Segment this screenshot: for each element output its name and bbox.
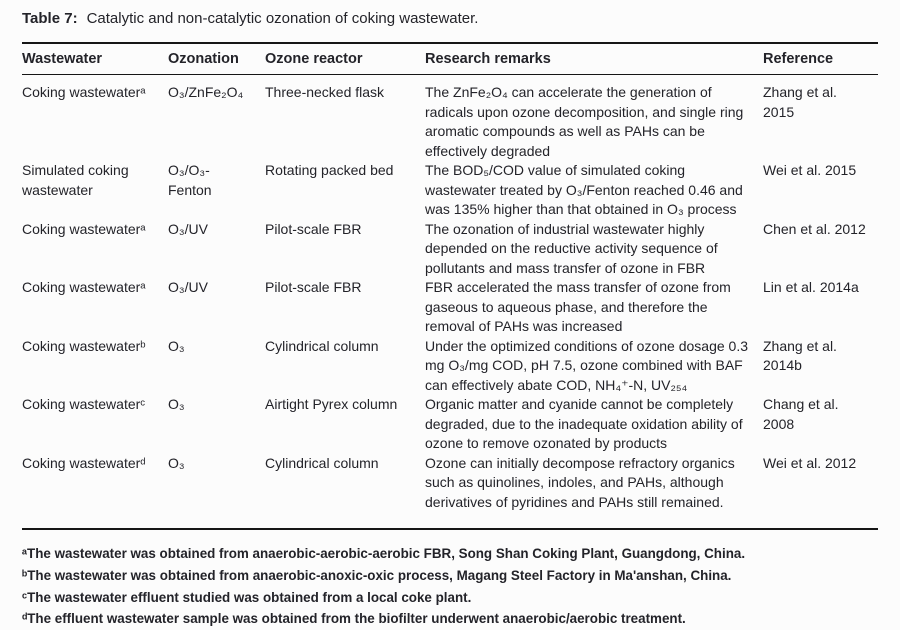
cell-ozone-reactor: Pilot-scale FBR [265,220,362,237]
cell-research-remarks: The ZnFe₂O₄ can accelerate the generation of radicals upon ozone decomposition, and single ring aromatic compounds as well as PAHs can be effectively degraded [425,84,744,159]
cell-wastewater: Coking wastewaterᶜ [22,396,146,412]
cell-ozone-reactor: Pilot-scale FBR [265,279,362,295]
table-caption-text: Catalytic and non-catalytic ozonation of coking wastewater. [86,10,479,27]
table-row [22,278,878,337]
footnote-c: ᶜThe wastewater effluent studied was obtained from a local coke plant. [22,589,472,605]
cell-reference: Wei et al. 2015 [763,162,857,178]
footnote-d: ᵈThe effluent wastewater sample was obtained from the biofilter underwent anaerobic/aerobic treatment. [22,611,686,627]
cell-reference: Chang et al. 2008 [763,396,839,432]
footnote-a: ᵃThe wastewater was obtained from anaerobic-aerobic-aerobic FBR, Song Shan Coking Plant, Guangdong, China. [22,546,746,561]
table-row [22,454,878,530]
header-row [22,43,878,75]
table-row [22,395,878,454]
cell-ozone-reactor: Cylindrical column [265,454,379,471]
table-caption-label: Table 7: [22,10,78,27]
footnotes [22,543,878,630]
cell-wastewater: Coking wastewaterᵇ [22,337,146,354]
column-header-ozonation: Ozonation [168,43,265,75]
table-row [22,161,878,220]
data-table [22,42,878,530]
cell-ozone-reactor: Rotating packed bed [265,162,394,178]
cell-research-remarks: FBR accelerated the mass transfer of ozone from gaseous to aqueous phase, and therefore the removal of PAHs was increased [425,279,731,334]
cell-ozonation: O₃/O₃-Fenton [168,162,212,198]
cell-research-remarks: Under the optimized conditions of ozone dosage 0.3 mg O₃/mg COD, pH 7.5, ozone combined with BAF can effectively abate COD, NH₄⁺-N, UV₂₅₄ [425,337,748,393]
cell-wastewater: Simulated coking wastewater [22,162,129,198]
cell-ozone-reactor: Cylindrical column [265,337,379,354]
cell-wastewater: Coking wastewaterᵃ [22,279,146,295]
cell-wastewater: Coking wastewaterᵈ [22,454,146,471]
cell-ozonation: O₃/UV [168,220,208,237]
cell-ozonation: O₃ [168,396,185,412]
cell-research-remarks: Organic matter and cyanide cannot be completely degraded, due to the inadequate oxidation ability of ozone to remove ozonated by products [425,396,743,451]
table-row [22,75,878,162]
cell-reference: Zhang et al. 2014b [763,337,837,373]
cell-wastewater: Coking wastewaterᵃ [22,84,146,100]
cell-reference: Zhang et al. 2015 [763,84,837,120]
cell-ozonation: O₃/ZnFe₂O₄ [168,84,244,100]
column-header-research-remarks: Research remarks [425,43,763,75]
cell-reference: Chen et al. 2012 [763,220,866,237]
column-header-reference: Reference [763,43,878,75]
cell-wastewater: Coking wastewaterᵃ [22,220,146,237]
table-row [22,337,878,396]
column-header-wastewater: Wastewater [22,43,168,75]
cell-reference: Wei et al. 2012 [763,454,857,471]
cell-reference: Lin et al. 2014a [763,279,859,295]
table-caption [22,9,878,29]
cell-ozonation: O₃ [168,337,185,354]
cell-research-remarks: The ozonation of industrial wastewater highly depended on the reductive activity sequence of pollutants and mass transfer of ozone in FBR [425,220,718,276]
cell-ozonation: O₃ [168,454,185,471]
table-row [22,220,878,279]
column-header-ozone-reactor: Ozone reactor [265,43,425,75]
cell-ozone-reactor: Airtight Pyrex column [265,396,398,412]
footnote-b: ᵇThe wastewater was obtained from anaerobic-anoxic-oxic process, Magang Steel Factory in Ma'anshan, China. [22,567,732,583]
cell-ozone-reactor: Three-necked flask [265,84,385,100]
cell-research-remarks: Ozone can initially decompose refractory organics such as quinolines, indoles, and PAHs, although derivatives of pyridines and PAHs still remained. [425,454,735,510]
cell-research-remarks: The BOD₅/COD value of simulated coking wastewater treated by O₃/Fenton reached 0.46 and was 135% higher than that obtained in O₃ process [425,162,743,217]
cell-ozonation: O₃/UV [168,279,208,295]
